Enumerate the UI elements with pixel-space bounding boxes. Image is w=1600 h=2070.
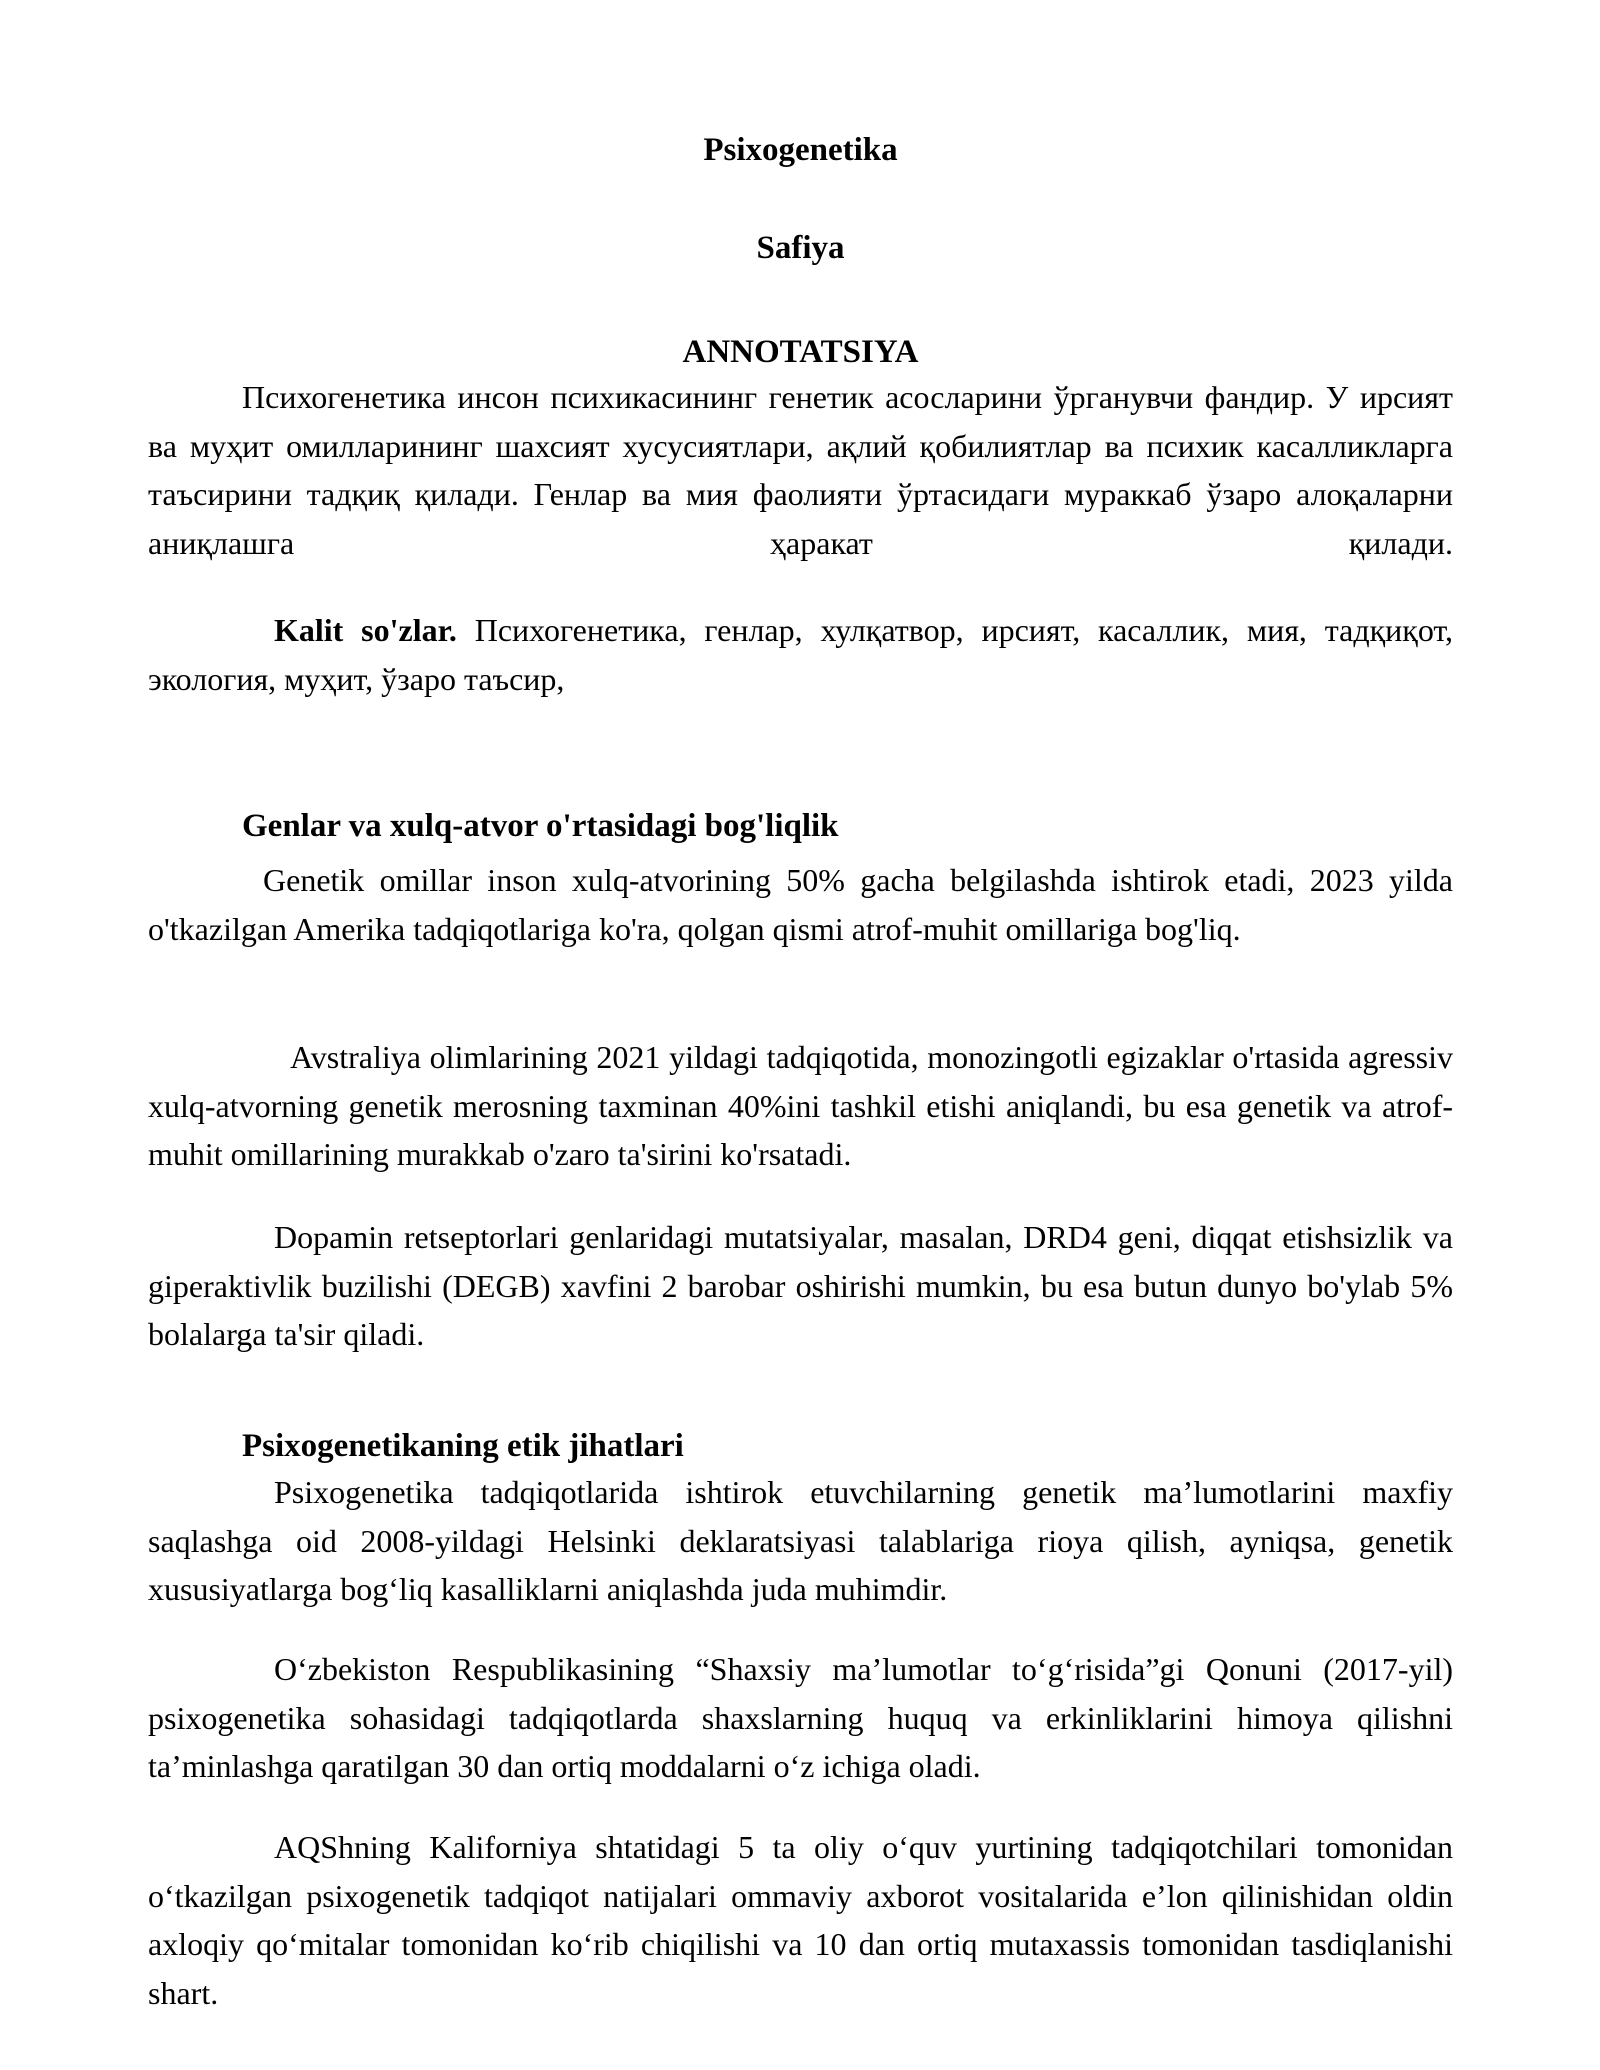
annotation-paragraph: Психогенетика инсон психикасининг генетик асосларини ўрганувчи фандир. У ирсият ва муҳит омилларининг шахсият хусусиятлари, ақлий қобилиятлар ва психик касалликларга таъсирини тадқиқ қилади. Генлар ва мия фаолияти ўртасидаги мураккаб ўзаро алоқаларни аниқлашга ҳаракат қилади. <box>148 379 1453 561</box>
author-name: Safiya <box>756 230 845 266</box>
document-title: Psixogenetika <box>703 132 898 168</box>
section2-paragraph-2: O‘zbekiston Respublikasining “Shaxsiy ma’lumotlar to‘g‘risida”gi Qonuni (2017-yil) psixogenetika sohasidagi tadqiqotlarda shaxslarning huquq va erkinliklarini himoya qilishni ta’minlashga qaratilgan 30 dan ortiq moddalarni o‘z ichiga oladi. <box>148 1651 1453 1784</box>
section2-paragraph-1: Psixogenetika tadqiqotlarida ishtirok etuvchilarning genetik ma’lumotlarini maxfiy saqlashga oid 2008-yildagi Helsinki deklaratsiyasi talablariga rioya qilish, ayniqsa, genetik xususiyatlarga bog‘liq kasalliklarni aniqlashda juda muhimdir. <box>148 1474 1453 1607</box>
keywords-text: Психогенетика, генлар, хулқатвор, ирсият, касаллик, мия, тадқиқот, экология, муҳит, ўзаро таъсир, <box>148 612 1454 697</box>
keywords-label: Kalit so'zlar. <box>274 612 457 648</box>
annotation-heading: ANNOTATSIYA <box>682 334 919 370</box>
section1-paragraph-1: Genetik omillar inson xulq-atvorining 50% gacha belgilashda ishtirok etadi, 2023 yilda o'tkazilgan Amerika tadqiqotlariga ko'ra, qolgan qismi atrof-muhit omillariga bog'liq. <box>148 862 1453 947</box>
keywords-paragraph <box>148 606 1453 703</box>
section1-paragraph-2: Avstraliya olimlarining 2021 yildagi tadqiqotida, monozingotli egizaklar o'rtasida agressiv xulq-atvorning genetik merosning taxminan 40%ini tashkil etishi aniqlandi, bu esa genetik va atrof-muhit omillarining murakkab o'zaro ta'sirini ko'rsatadi. <box>148 1039 1453 1172</box>
section-heading: Psixogenetikaning etik jihatlari <box>242 1428 684 1464</box>
section2-paragraph-3: AQShning Kaliforniya shtatidagi 5 ta oliy o‘quv yurtining tadqiqotchilari tomonidan o‘tkazilgan psixogenetik tadqiqot natijalari ommaviy axborot vositalarida e’lon qilinishidan oldin axloqiy qo‘mitalar tomonidan ko‘rib chiqilishi va 10 dan ortiq mutaxassis tomonidan tasdiqlanishi shart. <box>148 1829 1453 2011</box>
section1-paragraph-3: Dopamin retseptorlari genlaridagi mutatsiyalar, masalan, DRD4 geni, diqqat etishsizlik va giperaktivlik buzilishi (DEGB) xavfini 2 barobar oshirishi mumkin, bu esa butun dunyo bo'ylab 5% bolalarga ta'sir qiladi. <box>148 1219 1453 1352</box>
section-heading: Genlar va xulq-atvor o'rtasidagi bog'liqlik <box>242 808 839 844</box>
